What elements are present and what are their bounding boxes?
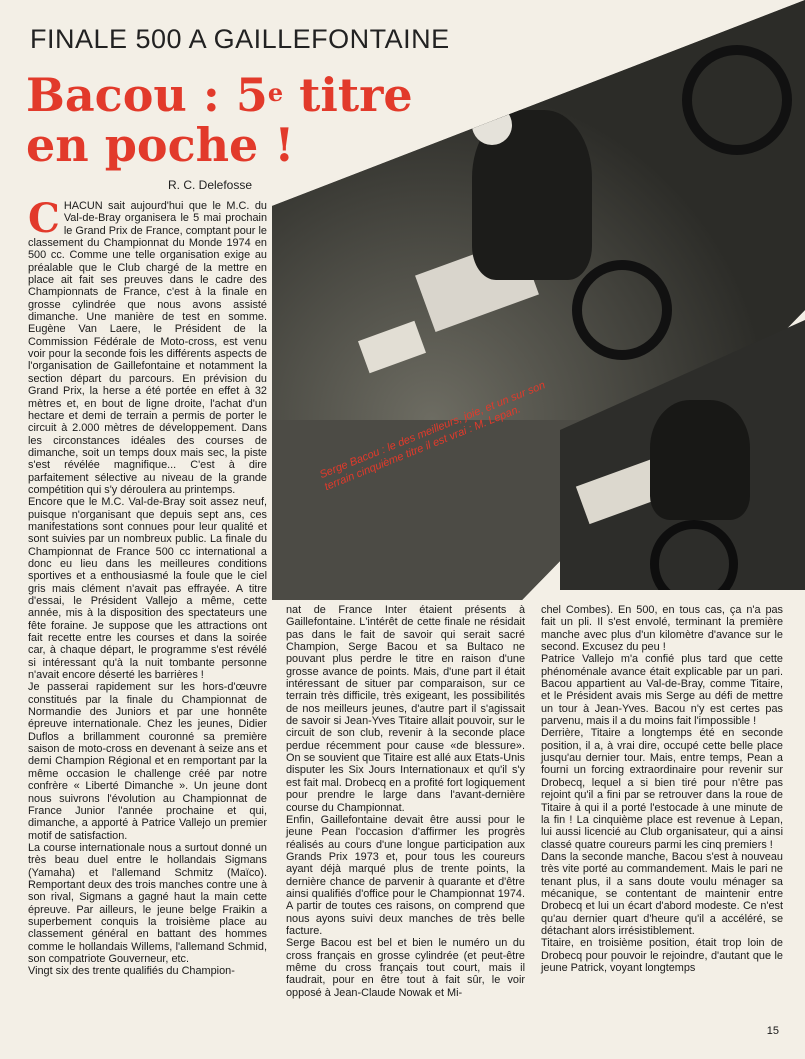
column-2 xyxy=(286,604,525,999)
article-headline xyxy=(26,70,413,170)
headline-part2: titre xyxy=(283,68,413,122)
paragraph: Enfin, Gaillefontaine devait être aussi pour le jeune Pean l'occasion d'affirmer les progrès réalisés au cours d'une longue participation aux Grands Prix 1973 et, pour tous les coureurs ayant déjà marqué plus de trente points, la dernière chance de parvenir à quarante et d'être ainsi qualifiés d'office pour le Championnat 1974. A partir de toutes ces raisons, on comprend que nous ayons suivi deux manches de très belle facture. xyxy=(286,813,525,937)
page-number: 15 xyxy=(766,1025,779,1037)
paragraph: Titaire, en troisième position, était trop loin de Drobecq pour pouvoir le rejoindre, d'autant que le jeune Patrick, voyant longtemps xyxy=(541,937,783,974)
paragraph: HACUN sait aujourd'hui que le M.C. du Val-de-Bray organisera le 5 mai prochain le Grand Prix de France, comptant pour le classement du Championnat du Monde 1974 en 500 cc. Comme une telle organisation exige au préalable que le Club chargé de la mettre en place ait fait ses preuves dans le cadre des Championnats de France, c'est à la finale en grosse cylindrée que nous avons assisté dimanche. Une manière de test en somme. Eugène Van Laere, le Président de la Commission Fédérale de Moto-cross, est venu voir pour la seconde fois les différents aspects de l'organisation de Gaillefontaine et notamment la section départ du parcours. En prévision du Grand Prix, la herse a été portée en effet à 32 mètres et, en bout de ligne droite, l'achat d'un hectare et demi de terrain a permis de porter le circuit à 2.000 mètres de développement. Dans les circonstances idéales des courses de dimanche, soit un temps doux mais sec, la piste s'est révélée magnifique... C'est à dire parfaitement sélective au niveau de la grande compétition qui s'y déroulera au printemps. xyxy=(28,200,267,496)
paragraph: Encore que le M.C. Val-de-Bray soit assez neuf, puisque n'organisant que depuis sept ans, ces manifestations sont connues pour leur qualité et sont suivies par un nombreux public. La finale du Championnat de France 500 cc international a donc eu lieu dans les meilleures conditions sportives et a enthousiasmé la foule que le ciel gris mais clément n'avait pas effrayée. A titre d'essai, le Président Vallejo a même, cette année, mis à la disposition des spectateurs une fête foraine. Je suppose que les attractions ont fait recette entre les courses et dans la soirée car, à chaque départ, le programme s'est révélé si intéressant qu'à la nuit tombante personne n'avait encore déserté les barrières ! xyxy=(28,496,267,682)
paragraph: nat de France Inter étaient présents à Gaillefontaine. L'intérêt de cette finale ne résidait pas dans le fait de savoir qui serait sacré Champion, Serge Bacou et sa Bultaco ne pouvant plus perdre le titre en raison d'une grosse avance de points. Mais, d'une part il était intéressant de situer par comparaison, sur ce terrain très difficile, très exigeant, les possibilités de nos meilleurs jeunes, d'autre part il s'agissait de savoir si Jean-Yves Titaire allait pouvoir, sur le circuit de son club, revenir à la seconde place perdue récemment pour cause «de blessure». On se souvient que Titaire est allé aux Etats-Unis disputer les Six Jours Internationaux et qu'il s'y est fait mal. Drobecq en a profité fort logiquement pour prendre le large dans l'avant-dernière course du Championnat. xyxy=(286,604,525,814)
paragraph: Serge Bacou est bel et bien le numéro un du cross français en grosse cylindrée (et peut-être même du cross français tout court, mais il faudrait, pour en être tout à fait sûr, le voir opposé à Jean-Claude Nowak et Mi- xyxy=(286,937,525,999)
photo-caption: Serge Bacou : le des meilleurs, joie, et un sur son terrain cinquième titre il est vrai : M. Lepan. xyxy=(318,379,548,494)
headline-part1: Bacou : 5 xyxy=(26,68,268,122)
photo-rider xyxy=(650,400,750,520)
paragraph: Dans la seconde manche, Bacou s'est à nouveau très vite porté au commandement. Mais le pari ne tenant plus, il a sans doute voulu ménager sa mécanique, se contentant de maintenir entre Drobecq et lui un écart d'abord modeste. Ce n'est qu'au dernier quart d'heure qu'il a accéléré, se détachant alors irrésistiblement. xyxy=(541,850,783,937)
paragraph: chel Combes). En 500, en tous cas, ça n'a pas fait un pli. Il s'est envolé, terminant la première manche avec plus d'un kilomètre d'avance sur le second. Excusez du peu ! xyxy=(541,604,783,654)
photo-wheel xyxy=(572,260,672,360)
paragraph: Vingt six des trente qualifiés du Champion- xyxy=(28,965,235,978)
headline-line2: en poche ! xyxy=(26,118,295,172)
paragraph: Derrière, Titaire a longtemps été en seconde position, il a, à vrai dire, occupé cette belle place jusqu'au dernier tour. Mais, entre temps, Pean a fourni un forcing extraordinaire pour revenir sur Drobecq, lequel a si bien tiré pour n'être pas rejoint qu'il a fini par se retrouver dans la roue de Titaire à qui il a porté l'estocade à une minute de la fin ! La cinquième place est revenue à Lepan, lui aussi licencié au Club organisateur, qui a ainsi classé quatre coureurs parmi les cinq premiers ! xyxy=(541,727,783,851)
drop-cap: C xyxy=(28,195,60,242)
article-kicker: FINALE 500 A GAILLEFONTAINE xyxy=(30,24,450,54)
paragraph: La course internationale nous a surtout donné un très beau duel entre le hollandais Sigmans (Yamaha) et l'allemand Schmitz (Maïco). Remportant deux des trois manches contre une à son rival, Sigmans a gagné haut la main cette épreuve. Par ailleurs, le jeune belge Fraikin a superbement conquis la troisième place au classement général en battant des hommes comme le hollandais Willems, l'allemand Schmid, son compatriote Gouverneur, etc. xyxy=(28,841,267,965)
photo-helmet xyxy=(472,105,512,145)
paragraph: Je passerai rapidement sur les hors-d'œuvre constitués par la finale du Championnat de Normandie des Juniors et par une honnête épreuve internationale. Chez les jeunes, Didier Duflos a brillamment couronné sa première saison de moto-cross en devenant à seize ans et demi Champion Régional et en remportant par la même occasion le challenge créé par notre confrère « Liberté Dimanche ». Un jeune dont nous suivrons l'évolution au Championnat de France Junior l'année prochaine et qui, dimanche, a apporté à Patrice Vallejo un premier motif de satisfaction. xyxy=(28,681,267,842)
photo-wheel xyxy=(682,45,792,155)
column-1-top xyxy=(28,195,267,978)
column-3 xyxy=(541,604,783,974)
photo-wheel xyxy=(650,520,738,590)
byline: R. C. Delefosse xyxy=(168,178,253,192)
headline-sup: e xyxy=(267,78,284,107)
paragraph: Patrice Vallejo m'a confié plus tard que cette phénoménale avance était explicable par un pari. Bacou appartient au Val-de-Bray, comme Titaire, et le Président avais mis Serge au défi de mettre un tour à Jean-Yves. Bacou n'y est certes pas parvenu, mais il a du moins fait l'impossible ! xyxy=(541,653,783,728)
